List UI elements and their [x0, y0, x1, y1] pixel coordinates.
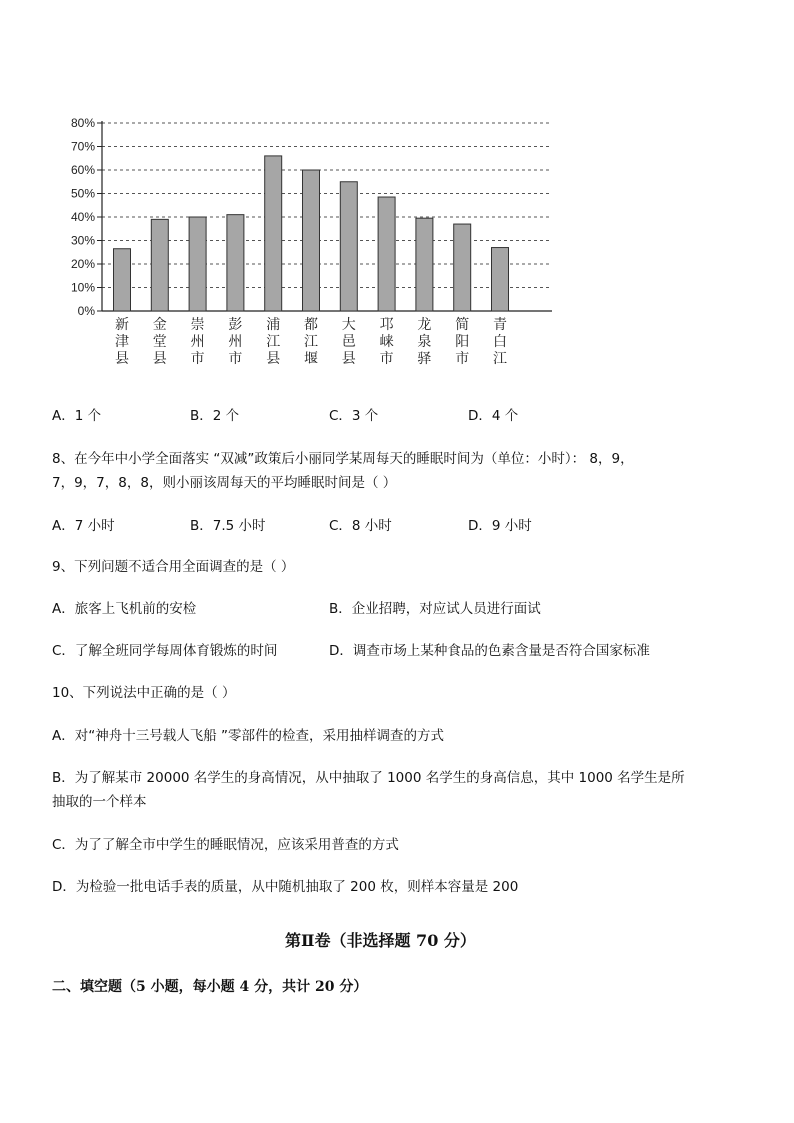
q7-option-a: A．1 个: [52, 408, 102, 424]
x-tick-label: 崇州市: [190, 317, 205, 367]
bar: [416, 218, 433, 311]
chart-gridlines: [102, 123, 552, 311]
y-tick-label: 10%: [70, 280, 95, 295]
chart-x-ticks: [115, 316, 507, 367]
x-tick-label: 大邑县: [341, 317, 356, 367]
x-tick-label: 邛崃市: [379, 317, 394, 367]
x-tick-label: 彭州市: [228, 317, 243, 367]
x-tick-label: 新津县: [115, 317, 129, 367]
bar: [454, 224, 471, 311]
y-tick-label: 60%: [70, 163, 95, 177]
section-subtitle: 二、填空题（5 小题，每小题 4 分，共计 20 分）: [52, 979, 368, 995]
y-tick-label: 80%: [70, 116, 95, 130]
x-tick-label: 青白江: [493, 317, 507, 367]
q8-option-d: D．9 小时: [468, 518, 532, 534]
y-tick-label: 30%: [70, 233, 95, 248]
q8-option-c: C．8 小时: [329, 518, 392, 534]
q9-option-d: D．调查市场上某种食品的色素含量是否符合国家标准: [329, 643, 650, 659]
chart-y-ticks: [71, 116, 95, 318]
q8-option-a: A．7 小时: [52, 518, 115, 534]
q10-option-b-line2: 抽取的一个样本: [52, 794, 147, 810]
q9-option-a: A．旅客上飞机前的安检: [52, 601, 197, 617]
bar: [151, 219, 168, 311]
q10-option-a: A．对“神舟十三号载人飞船 ”零部件的检查，采用抽样调查的方式: [52, 728, 445, 744]
x-tick-label: 浦江县: [266, 317, 281, 367]
y-tick-label: 20%: [70, 257, 95, 271]
x-tick-label: 金堂县: [152, 317, 167, 367]
chart-bars: [114, 156, 509, 311]
x-tick-label: 简阳市: [455, 317, 470, 367]
bar: [265, 156, 282, 311]
q7-option-d: D．4 个: [468, 408, 519, 424]
y-tick-label: 0%: [77, 304, 95, 318]
q8-stem-line2: 7，9，7，8，8，则小丽该周每天的平均睡眠时间是（ ）: [52, 475, 397, 491]
bar: [189, 217, 206, 311]
q9-stem: 9、下列问题不适合用全面调查的是（ ）: [52, 559, 295, 575]
q9-option-c: C．了解全班同学每周体育锻炼的时间: [52, 643, 278, 659]
bar: [340, 182, 357, 311]
x-tick-label: 龙泉驿: [417, 317, 432, 367]
y-tick-label: 40%: [70, 210, 95, 224]
bar: [378, 197, 395, 311]
section-title: 第Ⅱ卷（非选择题 70 分）: [285, 931, 476, 950]
q10-option-b-line1: B．为了解某市 20000 名学生的身高情况，从中抽取了 1000 名学生的身高信息，其中 1000 名学生是所: [52, 770, 685, 786]
bar: [114, 249, 131, 311]
q7-option-b: B．2 个: [190, 408, 240, 424]
q10-option-c: C．为了了解全市中学生的睡眠情况，应该采用普查的方式: [52, 837, 399, 853]
q8-stem-line1: 8、在今年中小学全面落实 “双减”政策后小丽同学某周每天的睡眠时间为（单位：小时）： 8，9，: [52, 451, 634, 467]
y-tick-label: 50%: [70, 186, 95, 201]
bar-chart: [60, 110, 560, 380]
x-tick-label: 都江堰: [304, 317, 318, 367]
q7-option-c: C．3 个: [329, 408, 379, 424]
q10-stem: 10、下列说法中正确的是（ ）: [52, 685, 236, 701]
q10-option-d: D．为检验一批电话手表的质量，从中随机抽取了 200 枚，则样本容量是 200: [52, 879, 519, 895]
bar: [303, 170, 320, 311]
bar: [492, 248, 509, 311]
q8-option-b: B．7.5 小时: [190, 518, 266, 534]
bar: [227, 215, 244, 311]
q9-option-b: B．企业招聘，对应试人员进行面试: [329, 601, 541, 617]
y-tick-label: 70%: [70, 139, 95, 154]
